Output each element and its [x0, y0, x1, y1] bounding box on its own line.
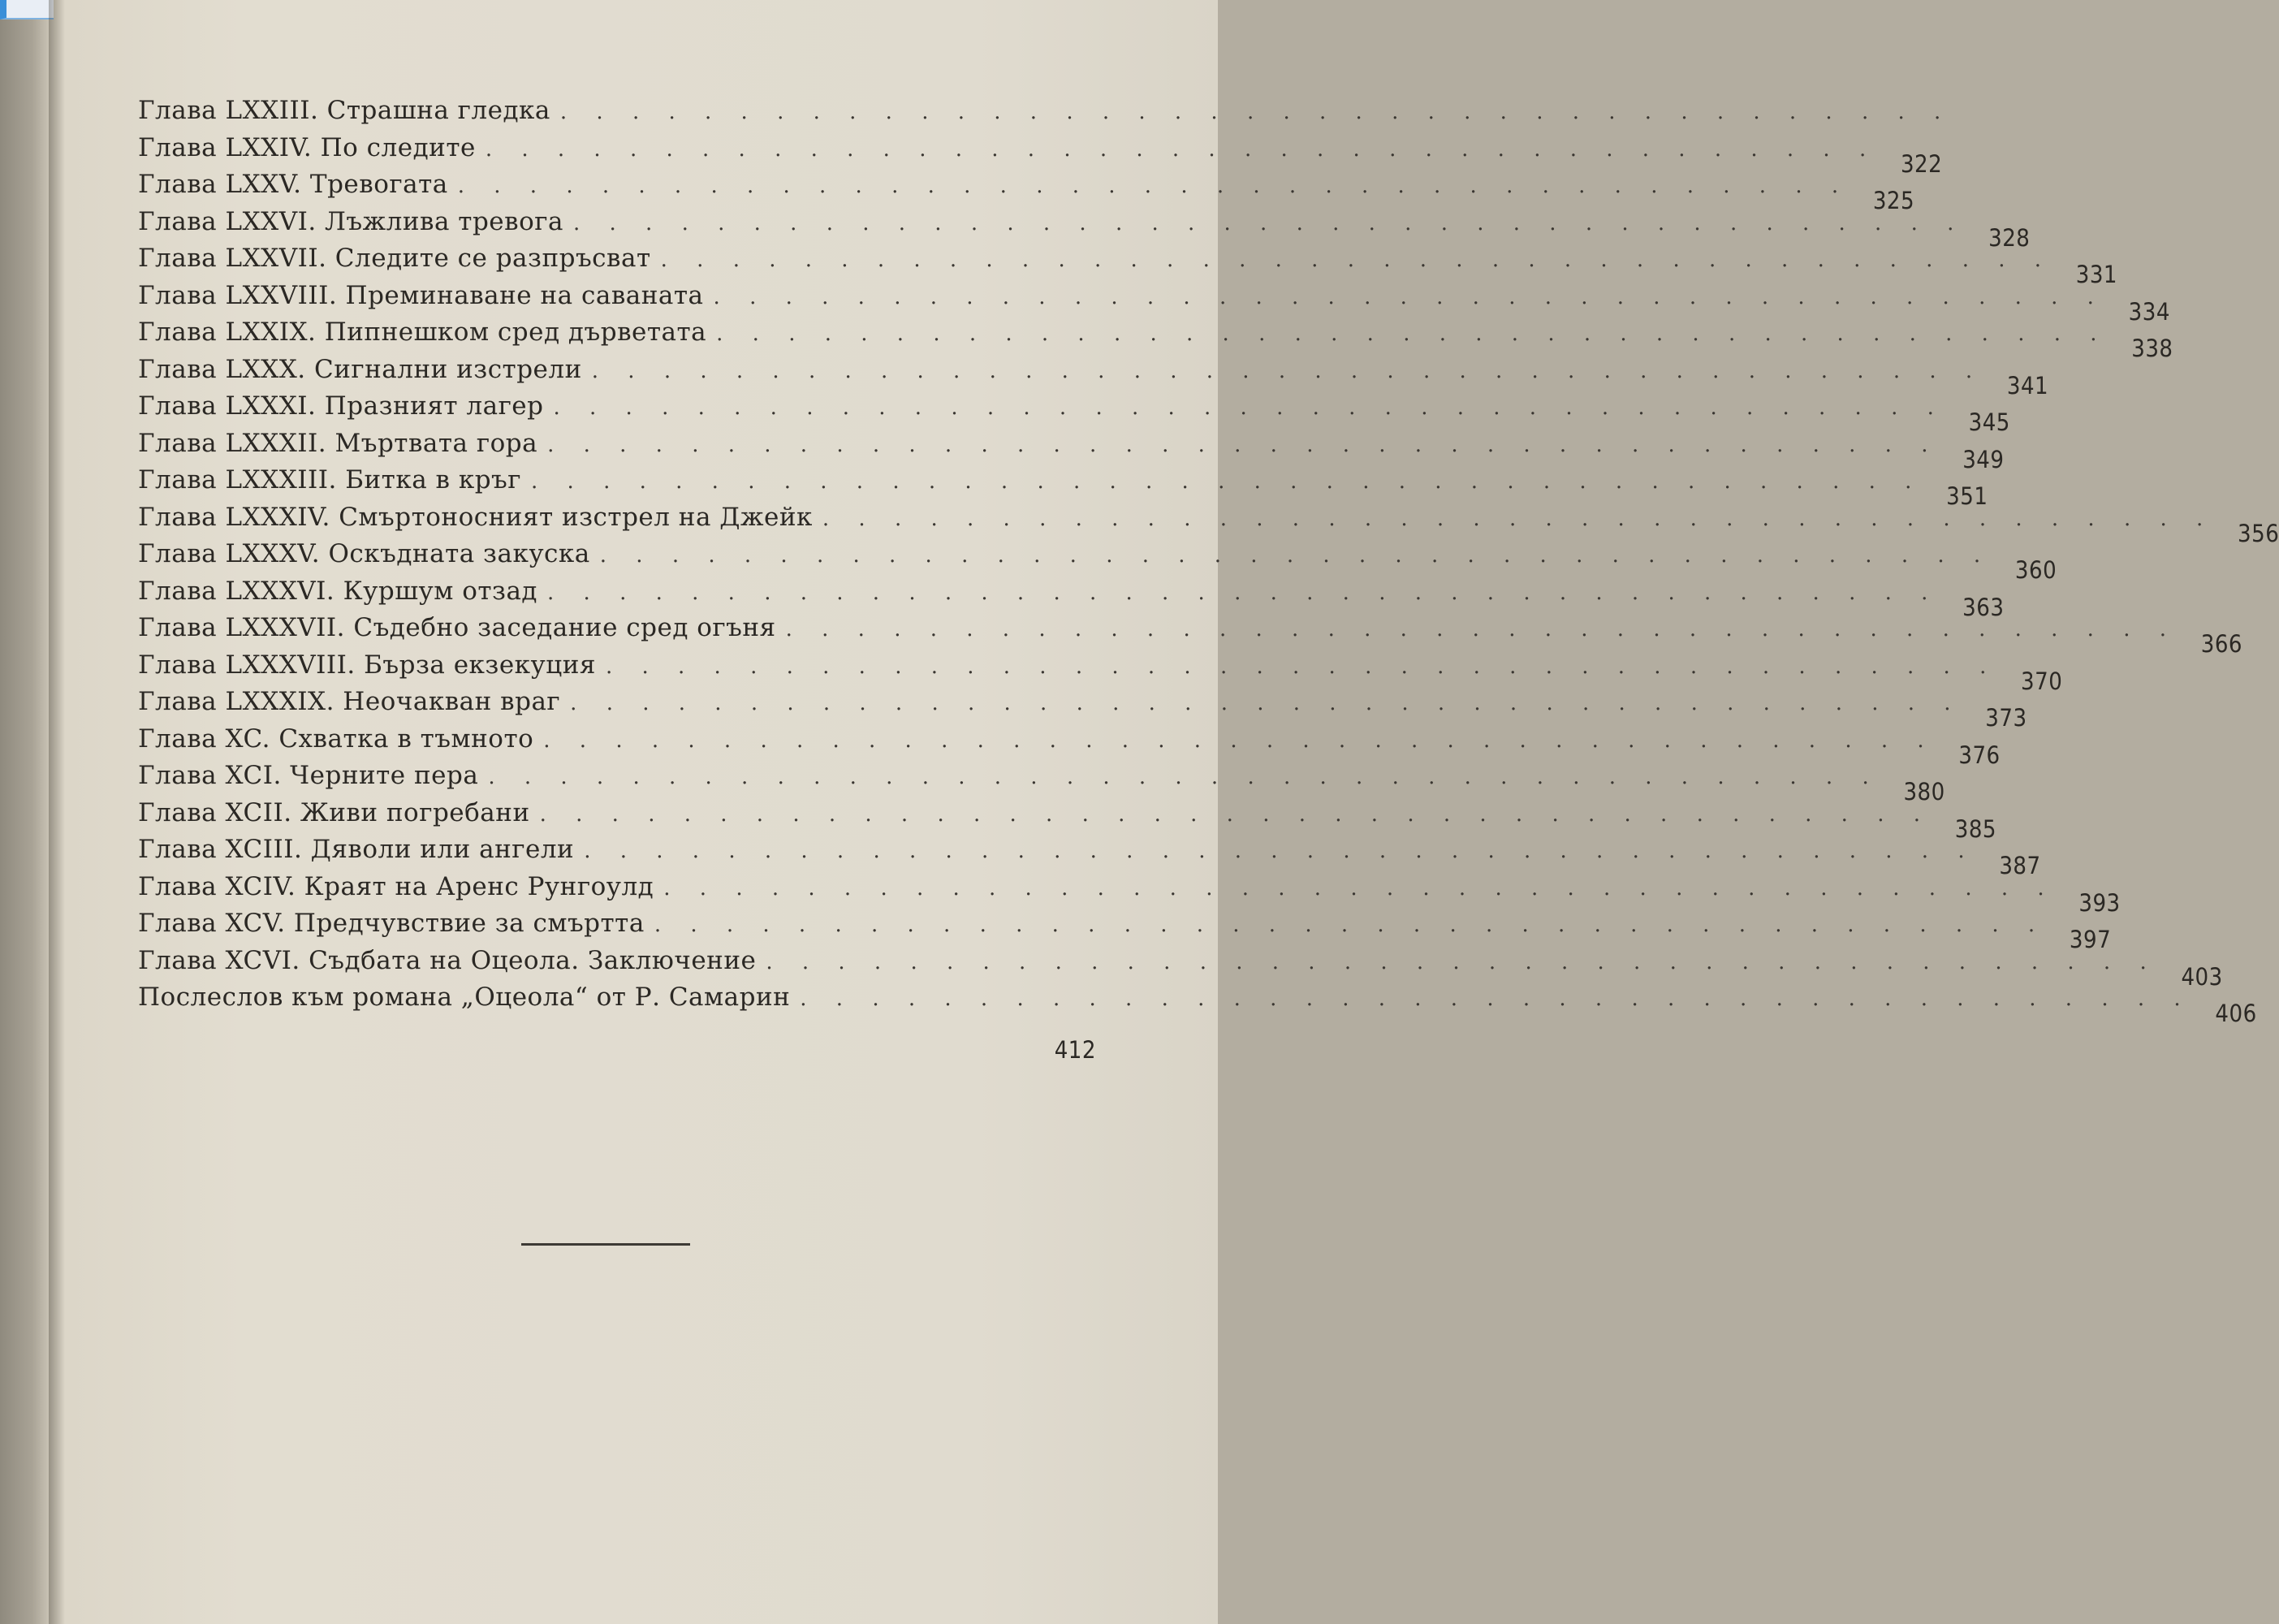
toc-entry-page-number: 363: [1962, 593, 2005, 621]
toc-entry-title: Глава XCIV. Краят на Аренс Рунгоулд: [138, 871, 654, 901]
toc-entry-page-number: 412: [1054, 1035, 1096, 1064]
toc-entry-page-number: 387: [1999, 852, 2041, 879]
toc-entry-title: Послеслов към романа „Оцеола“ от Р. Самарин: [138, 983, 791, 1012]
toc-entry: [138, 428, 2005, 473]
toc-entry-title: Глава LXXXVIII. Бърза екзекуция: [138, 650, 596, 680]
toc-entry-title: Глава XCVI. Съдбата на Оцеола. Заключение: [138, 945, 757, 975]
toc-entry-page-number: 376: [1958, 741, 2001, 769]
toc-leader-dots: . . . . . . . . . . . . . . . . . . . . . . . . . . . . . . . . . . . . . . .: [654, 913, 2047, 937]
toc-entry-page-number: 397: [2069, 926, 2112, 953]
toc-entry-page-number: 331: [2075, 261, 2118, 288]
toc-entry: [138, 539, 2057, 584]
toc-entry: [138, 465, 1988, 510]
toc-entry: [138, 650, 2063, 695]
toc-entry: [138, 835, 2041, 879]
toc-entry-page-number: 334: [2128, 297, 2170, 326]
toc-entry-title: Глава LXXXIX. Неочакван враг: [138, 687, 561, 716]
binding-shadow: [49, 0, 65, 1624]
toc-entry-title: Глава LXXXVI. Куршум отзад: [138, 576, 538, 606]
toc-entry-title: Глава LXXV. Тревогата: [138, 170, 448, 199]
toc-entry-title: Глава LXXIII. Страшна гледка: [138, 96, 550, 125]
toc-entry-title: Глава LXXXII. Мъртвата гора: [138, 428, 538, 458]
toc-entry-title: Глава LXXXIV. Смъртоносният изстрел на Джейк: [138, 502, 813, 532]
blue-tab-marker: [0, 0, 54, 19]
toc-entry-title: Глава LXXIV. По следите: [138, 132, 476, 162]
toc-entry-title: Глава XCIII. Дяволи или ангели: [138, 835, 575, 864]
toc-entry-title: Глава LXXXIII. Битка в кръг: [138, 465, 522, 495]
toc-leader-dots: . . . . . . . . . . . . . . . . . . . . . . . . . . . . . . . . . . . . . . .: [457, 174, 1850, 198]
toc-entry-page-number: 360: [2014, 556, 2057, 584]
toc-entry-page-number: 338: [2131, 335, 2173, 362]
toc-leader-dots: . . . . . . . . . . . . . . . . . . . . . . . . . . . . . . . . . . . . . . .: [660, 248, 2053, 272]
toc-leader-dots: . . . . . . . . . . . . . . . . . . . . . . . . . . . . . . . . . . . . . . .: [663, 875, 2056, 901]
toc-entry: [138, 244, 2118, 288]
toc-entry-page-number: 345: [1968, 408, 2010, 436]
toc-entry: [138, 723, 2001, 769]
toc-entry-title: Глава XCV. Предчувствие за смъртта: [138, 909, 645, 938]
toc-entry-title: Глава LXXXI. Празният лагер: [138, 391, 544, 421]
toc-entry-title: Глава LXXIX. Пипнешком сред дърветата: [138, 317, 707, 347]
toc-entry: [138, 132, 1943, 178]
toc-entry-title: Глава XCII. Живи погребани: [138, 797, 530, 827]
toc-entry-page-number: 356: [2238, 519, 2279, 547]
toc-leader-dots: . . . . . . . . . . . . . . . . . . . . . . . . . . . . . . . . . . . . . . .: [785, 617, 2178, 641]
toc-entry-title: Глава LXXVI. Лъжлива тревога: [138, 206, 563, 236]
toc-entry: [138, 170, 1915, 214]
toc-entry-page-number: 349: [1962, 445, 2005, 473]
toc-entry: [138, 317, 2173, 362]
toc-leader-dots: . . . . . . . . . . . . . . . . . . . . . . . . . . . . . . . . . . . . . . .: [531, 469, 1923, 494]
end-rule-divider: [521, 1243, 690, 1246]
toc-entry-title: Глава LXXVII. Следите се разпръсват: [138, 244, 651, 273]
toc-leader-dots: . . . . . . . . . . . . . . . . . . . . . . . . . . . . . . . . . . . . . . .: [547, 432, 1940, 457]
toc-leader-dots: . . . . . . . . . . . . . . . . . . . . . . . . . . . . . . . . . . . . . . .: [573, 210, 1966, 235]
toc-entry: [138, 502, 2279, 547]
toc-entry-page-number: 393: [2078, 888, 2121, 917]
toc-entry: [138, 909, 2112, 953]
toc-entry: [138, 797, 1997, 843]
toc-entry: [138, 1020, 1096, 1064]
toc-entry-title: Глава LXXVIII. Преминаване на саваната: [138, 280, 704, 310]
toc-entry-page-number: 385: [1954, 814, 1997, 843]
toc-entry-title: Глава LXXXV. Оскъдната закуска: [138, 539, 590, 568]
toc-leader-dots: . . . . . . . . . . . . . . . . . . . . . . . . . . . . . . . . . . . . . . .: [488, 765, 1880, 789]
toc-leader-dots: . . . . . . . . . . . . . . . . . . . . . . . . . . . . . . . . . . . . . . .: [539, 801, 1932, 827]
toc-leader-dots: . . . . . . . . . . . . . . . . . . . . . . . . . . . . . . . . . . . . . . .: [553, 395, 1945, 420]
toc-leader-dots: . . . . . . . . . . . . . . . . . . . . . . . . . . . . . . . . . . . . . . .: [485, 136, 1878, 162]
toc-leader-dots: . . . . . . . . . . . . . . . . . . . . . . . . . . . . . . . . . . . . . . .: [570, 691, 1962, 715]
toc-leader-dots: . . . . . . . . . . . . . . . . . . . . . . . . . . . . . . . . . . . . . . .: [716, 322, 2109, 346]
toc-leader-dots: . . . . . . . . . . . . . . . . . . . . . . . . . . . . . . . . . . . . . . .: [584, 839, 1976, 863]
toc-entry-page-number: 328: [1988, 223, 2031, 252]
toc-entry: [138, 687, 2027, 732]
toc-leader-dots: . . . . . . . . . . . . . . . . . . . . . . . . . . . . . . . . . . . . . . .: [547, 580, 1940, 605]
toc-entry-page-number: 380: [1903, 778, 1945, 806]
toc-entry-title: Глава LXXX. Сигнални изстрели: [138, 354, 582, 384]
table-of-contents: [138, 96, 2279, 1064]
toc-entry: [138, 871, 2121, 917]
toc-leader-dots: . . . . . . . . . . . . . . . . . . . . . . . . . . . . . . . . . . . . . . .: [543, 728, 1936, 753]
toc-entry: [138, 354, 2049, 400]
toc-leader-dots: . . . . . . . . . . . . . . . . . . . . . . . . . . . . . . . . . . . . . . .: [800, 987, 2192, 1011]
toc-entry: [138, 983, 2257, 1027]
toc-entry: [138, 761, 1945, 806]
toc-leader-dots: . . . . . . . . . . . . . . . . . . . . . . . . . . . . . . . . . . . . . . .: [559, 100, 1953, 124]
toc-entry: [138, 96, 1953, 133]
toc-entry-page-number: 325: [1872, 187, 1915, 214]
toc-entry-page-number: 366: [2200, 630, 2243, 658]
toc-entry-title: Глава XC. Схватка в тъмното: [138, 723, 534, 754]
toc-entry-page-number: 322: [1900, 149, 1943, 178]
toc-leader-dots: . . . . . . . . . . . . . . . . . . . . . . . . . . . . . . . . . . . . . . .: [599, 543, 1992, 568]
toc-entry: [138, 391, 2010, 436]
toc-entry-page-number: 370: [2021, 667, 2063, 695]
toc-leader-dots: . . . . . . . . . . . . . . . . . . . . . . . . . . . . . . . . . . . . . . .: [605, 654, 1998, 679]
toc-entry-page-number: 403: [2181, 962, 2223, 991]
toc-entry: [138, 945, 2223, 991]
toc-entry: [138, 613, 2243, 658]
toc-entry-page-number: 406: [2215, 1000, 2257, 1027]
toc-leader-dots: . . . . . . . . . . . . . . . . . . . . . . . . . . . . . . . . . . . . . . .: [591, 358, 1984, 383]
toc-entry-page-number: 341: [2006, 371, 2049, 400]
toc-entry: [138, 206, 2031, 252]
toc-entry: [138, 576, 2005, 621]
toc-leader-dots: . . . . . . . . . . . . . . . . . . . . . . . . . . . . . . . . . . . . . . .: [766, 949, 2158, 974]
toc-entry-page-number: 351: [1946, 482, 1988, 510]
toc-entry: [138, 280, 2170, 326]
toc-leader-dots: . . . . . . . . . . . . . . . . . . . . . . . . . . . . . . . . . . . . . . .: [822, 506, 2215, 531]
toc-entry-title: Глава LXXXVII. Съдебно заседание сред огъня: [138, 613, 776, 642]
toc-leader-dots: . . . . . . . . . . . . . . . . . . . . . . . . . . . . . . . . . . . . . . .: [713, 284, 2105, 309]
toc-entry-title: Глава XCI. Черните пера: [138, 761, 479, 790]
toc-entry-page-number: 373: [1985, 704, 2027, 732]
